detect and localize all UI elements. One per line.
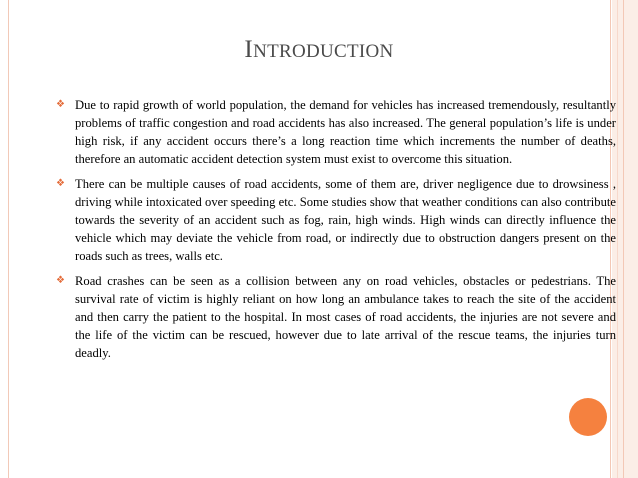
bullet-text: Due to rapid growth of world population, the demand for vehicles has increased tremendously, resultantly problems of traffic congestion and road accidents has also increased. The general population’s life is under high risk, if any accident occurs there’s a long reaction time which increments the number of deaths, therefore an automatic accident detection system must exist to overcome this situation. (75, 98, 616, 166)
diamond-bullet-icon: ❖ (56, 99, 65, 110)
bullet-list (56, 96, 616, 369)
diamond-bullet-icon: ❖ (56, 178, 65, 189)
right-border-line (623, 0, 624, 478)
bullet-item (56, 175, 616, 265)
orange-circle-decoration (569, 398, 607, 436)
title-initial: I (244, 36, 254, 63)
bullet-text: Road crashes can be seen as a collision between any on road vehicles, obstacles or pedestrians. The survival rate of victim is highly reliant on how long an ambulance takes to reach the site of the accident and then carry the patient to the hospital. In most cases of road accidents, the injuries are not severe and the life of the victim can be rescued, however due to late arrival of the rescue teams, the injuries turn deadly. (75, 274, 616, 360)
bullet-text: There can be multiple causes of road accidents, some of them are, driver negligence due to drowsiness , driving while intoxicated over speeding etc. Some studies show that weather conditions can also contribute towards the severity of an accident such as fog, rain, high winds. High winds can directly influence the vehicle which may deviate the vehicle from road, or indirectly due to obstruction dangers present on the roads such as trees, walls etc. (75, 177, 616, 263)
right-border-line (617, 0, 618, 478)
bullet-item (56, 96, 616, 168)
slide-title (0, 36, 638, 64)
left-border-line (8, 0, 9, 478)
bullet-item (56, 272, 616, 362)
diamond-bullet-icon: ❖ (56, 275, 65, 286)
title-rest: NTRODUCTION (253, 41, 394, 62)
